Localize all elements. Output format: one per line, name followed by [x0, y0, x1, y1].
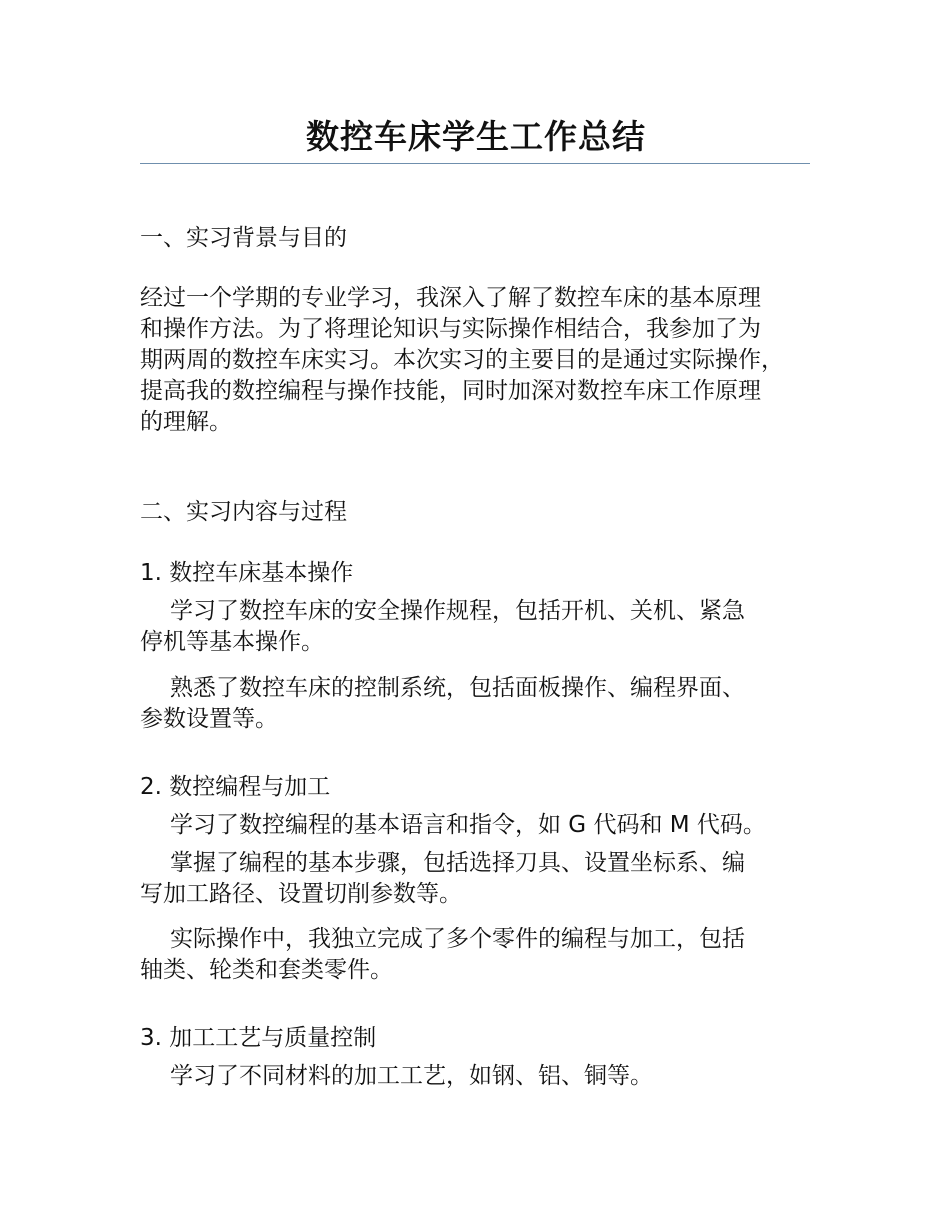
subsection-1-heading: 1. 数控车床基本操作 [140, 560, 354, 586]
item-line: 停机等基本操作。 [140, 629, 324, 655]
section-2-heading: 二、实习内容与过程 [140, 499, 347, 525]
item-line: 参数设置等。 [140, 706, 278, 732]
subsection-2-heading: 2. 数控编程与加工 [140, 774, 331, 800]
paragraph-line: 期两周的数控车床实习。本次实习的主要目的是通过实际操作， [140, 347, 784, 373]
subsection-3-item-1 [140, 1061, 830, 1092]
subsection-2-item-2 [140, 848, 830, 910]
paragraph-line: 和操作方法。为了将理论知识与实际操作相结合，我参加了为 [140, 316, 761, 342]
item-line: 实际操作中，我独立完成了多个零件的编程与加工，包括 [170, 926, 745, 952]
title-divider [140, 163, 810, 164]
subsection-2-item-3 [140, 924, 830, 986]
paragraph-line: 的理解。 [140, 409, 232, 435]
subsection-2-item-1 [140, 810, 830, 841]
section-1-paragraph [140, 283, 830, 438]
subsection-1-item-2 [140, 673, 830, 735]
item-line: 学习了数控车床的安全操作规程，包括开机、关机、紧急 [170, 598, 745, 624]
subsection-1-item-1 [140, 596, 830, 658]
subsection-3-heading: 3. 加工工艺与质量控制 [140, 1025, 377, 1051]
paragraph-line: 经过一个学期的专业学习，我深入了解了数控车床的基本原理 [140, 285, 761, 311]
section-1-heading: 一、实习背景与目的 [140, 225, 347, 251]
item-line: 学习了不同材料的加工工艺，如钢、铝、铜等。 [170, 1063, 653, 1089]
item-line: 掌握了编程的基本步骤，包括选择刀具、设置坐标系、编 [170, 850, 745, 876]
item-line: 轴类、轮类和套类零件。 [140, 957, 393, 983]
item-line: 学习了数控编程的基本语言和指令，如 G 代码和 M 代码。 [170, 812, 766, 838]
item-line: 写加工路径、设置切削参数等。 [140, 881, 462, 907]
document-title: 数控车床学生工作总结 [306, 117, 646, 156]
paragraph-line: 提高我的数控编程与操作技能，同时加深对数控车床工作原理 [140, 378, 761, 404]
item-line: 熟悉了数控车床的控制系统，包括面板操作、编程界面、 [170, 675, 745, 701]
